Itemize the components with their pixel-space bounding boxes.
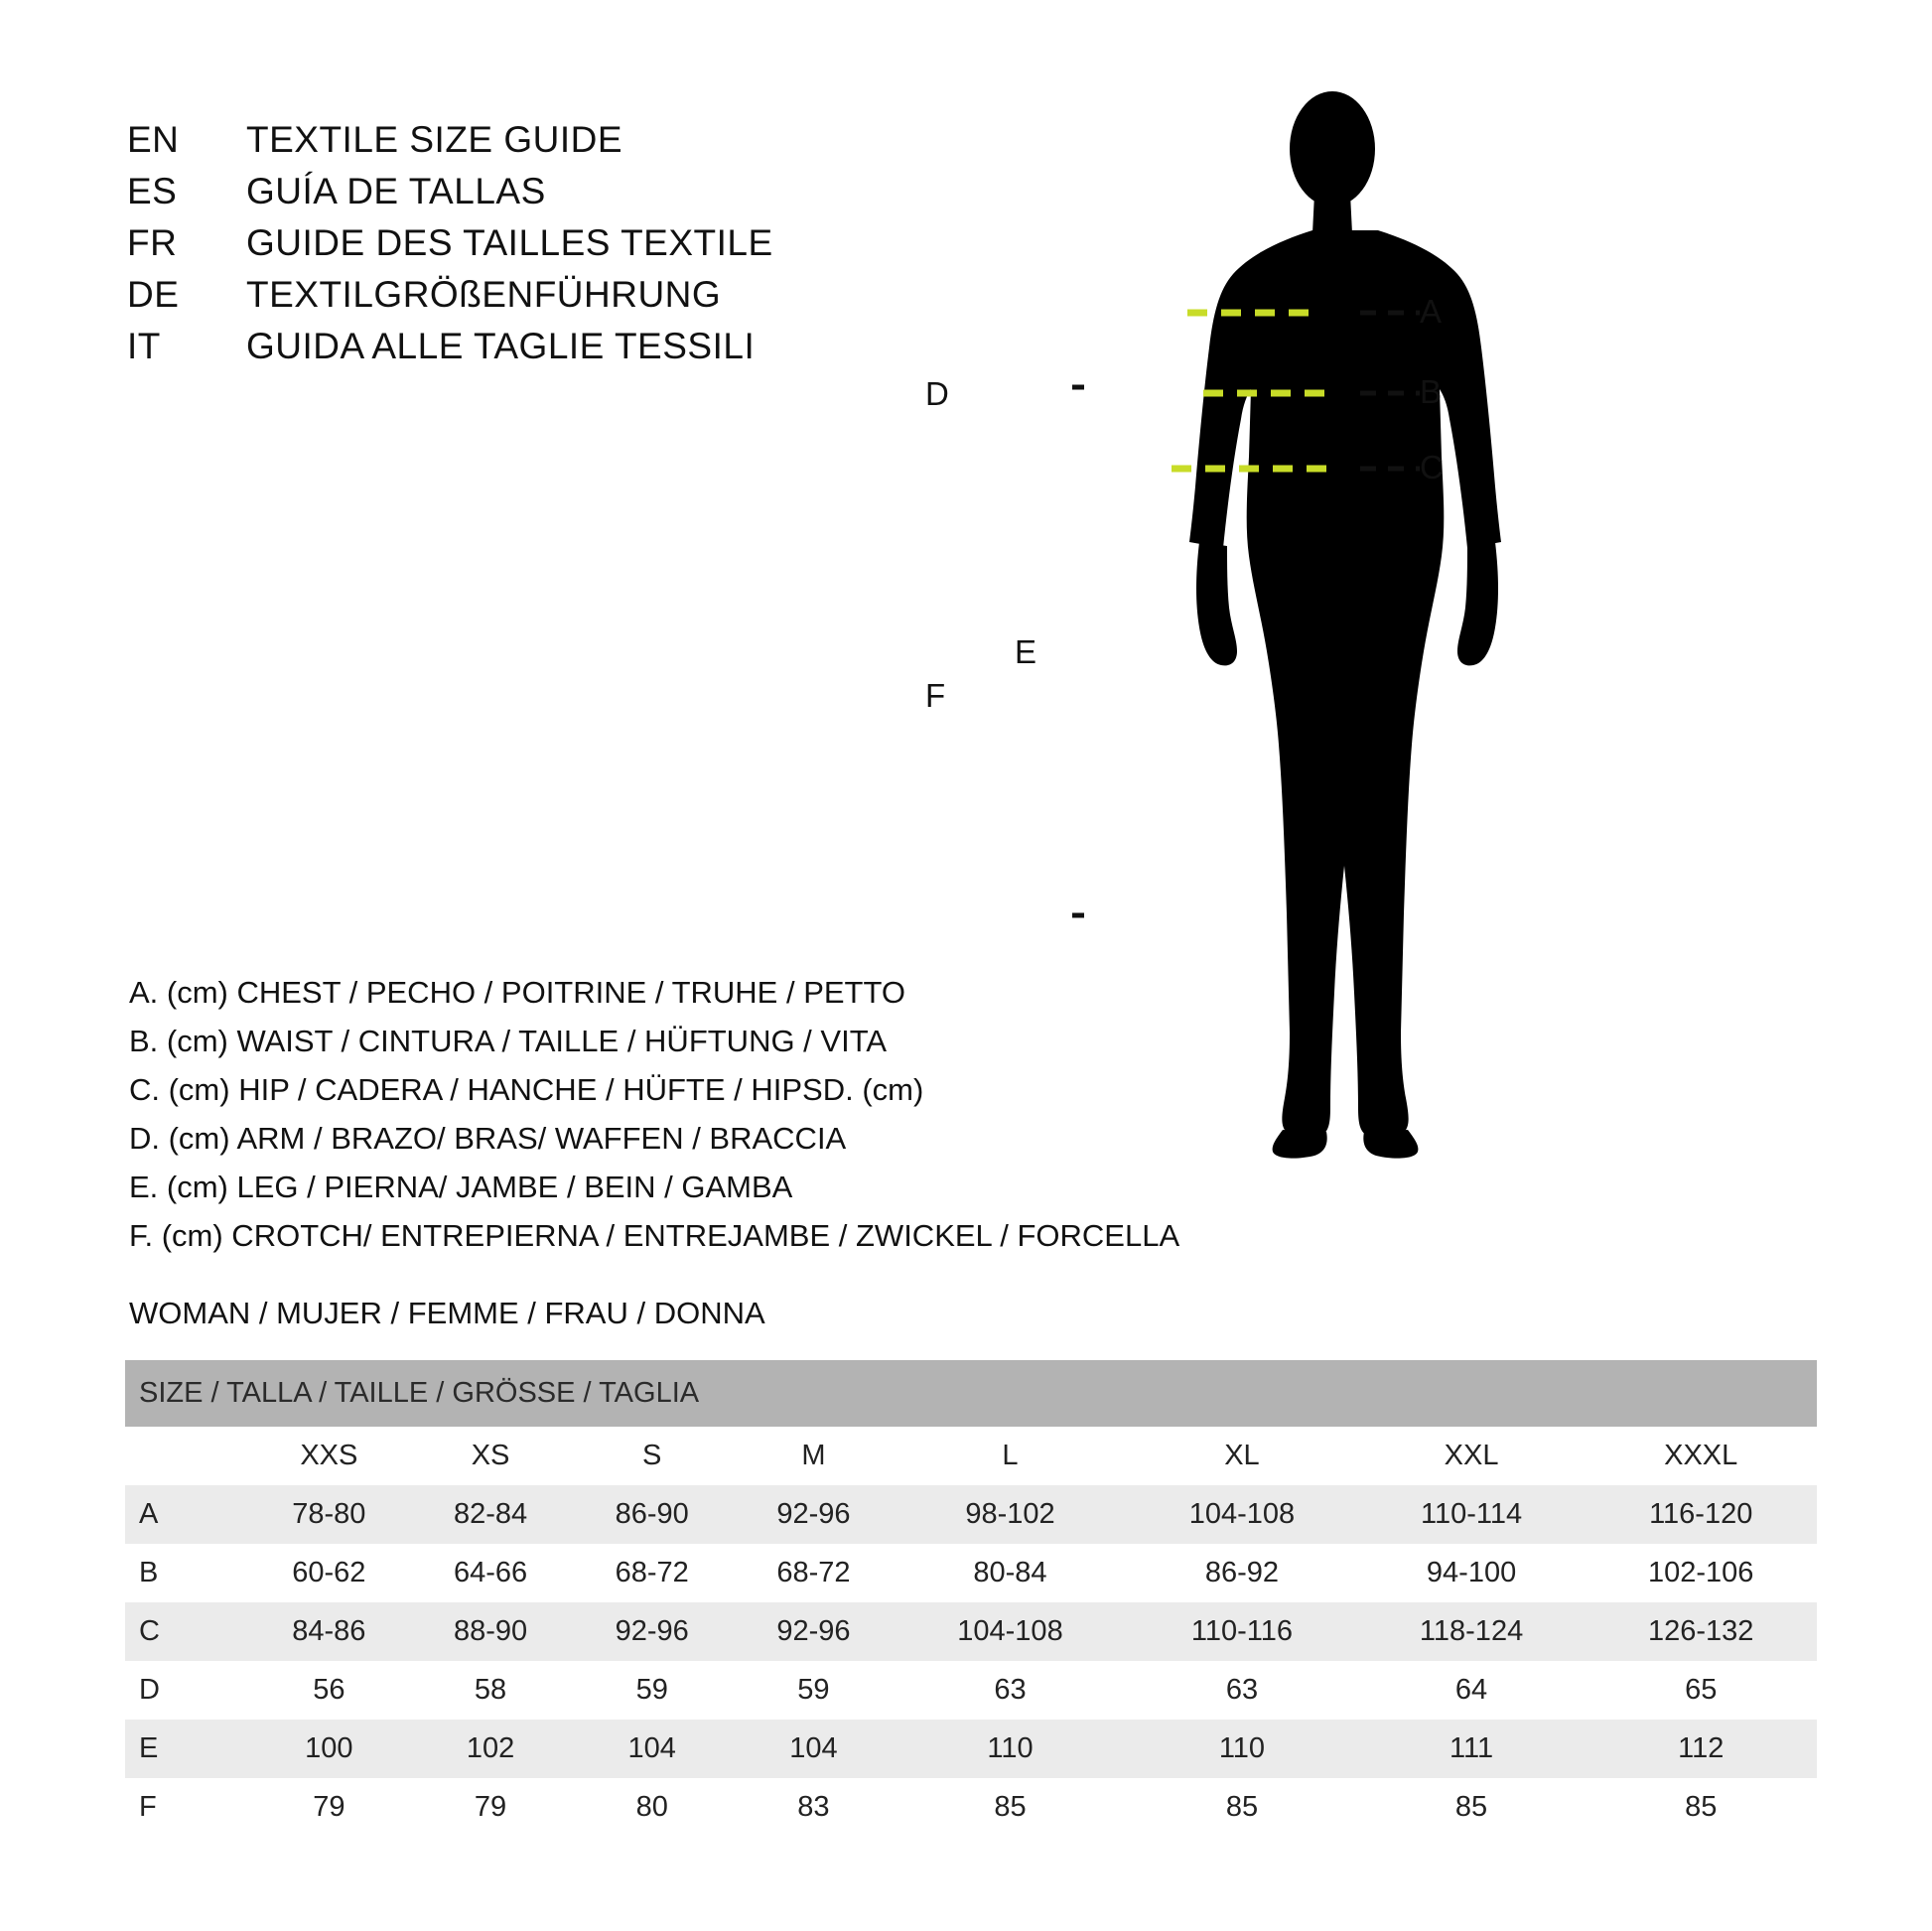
- cell-d-xs: 58: [410, 1661, 572, 1720]
- cell-b-l: 80-84: [895, 1544, 1126, 1602]
- table-header-row: [125, 1360, 1817, 1427]
- legend-block: [129, 968, 1179, 1260]
- dimension-label-e: E: [1015, 633, 1037, 670]
- title-lang-es: ES: [127, 171, 178, 211]
- title-text-fr: GUIDE DES TAILLES TEXTILE: [246, 222, 773, 263]
- title-text-de: TEXTILGRÖßENFÜHRUNG: [246, 274, 722, 315]
- title-block: [127, 119, 773, 377]
- cell-e-xxxl: 112: [1585, 1720, 1817, 1778]
- title-text-it: GUIDA ALLE TAGLIE TESSILI: [246, 326, 756, 366]
- legend-line-f: F. (cm) CROTCH/ ENTREPIERNA / ENTREJAMBE / ZWICKEL / FORCELLA: [129, 1218, 1180, 1253]
- table-row: [125, 1544, 1817, 1602]
- legend-line-e: E. (cm) LEG / PIERNA/ JAMBE / BEIN / GAMBA: [129, 1170, 793, 1204]
- dimension-label-a: A: [1420, 293, 1443, 330]
- table-row: [125, 1602, 1817, 1661]
- measurement-diagram: [925, 60, 1896, 1211]
- cell-d-xxl: 64: [1358, 1661, 1586, 1720]
- cell-e-xl: 110: [1126, 1720, 1357, 1778]
- cell-a-m: 92-96: [733, 1485, 895, 1544]
- size-table: [125, 1360, 1817, 1837]
- size-header-xxl: XXL: [1358, 1427, 1586, 1485]
- size-header-xxs: XXS: [248, 1427, 410, 1485]
- row-label-e: E: [125, 1720, 248, 1778]
- cell-a-xxl: 110-114: [1358, 1485, 1586, 1544]
- cell-e-l: 110: [895, 1720, 1126, 1778]
- cell-e-xxl: 111: [1358, 1720, 1586, 1778]
- cell-c-xs: 88-90: [410, 1602, 572, 1661]
- size-header-m: M: [733, 1427, 895, 1485]
- cell-b-xs: 64-66: [410, 1544, 572, 1602]
- title-row: [127, 326, 773, 377]
- dimension-label-b: B: [1420, 373, 1443, 410]
- cell-c-xxl: 118-124: [1358, 1602, 1586, 1661]
- cell-f-xxs: 79: [248, 1778, 410, 1837]
- group-heading: WOMAN / MUJER / FEMME / FRAU / DONNA: [129, 1296, 765, 1330]
- cell-e-xxs: 100: [248, 1720, 410, 1778]
- legend-line-d: D. (cm) ARM / BRAZO/ BRAS/ WAFFEN / BRACCIA: [129, 1121, 847, 1156]
- size-header-xs: XS: [410, 1427, 572, 1485]
- cell-e-m: 104: [733, 1720, 895, 1778]
- cell-a-s: 86-90: [571, 1485, 733, 1544]
- cell-f-s: 80: [571, 1778, 733, 1837]
- cell-d-m: 59: [733, 1661, 895, 1720]
- cell-a-xl: 104-108: [1126, 1485, 1357, 1544]
- title-lang-fr: FR: [127, 222, 178, 263]
- row-label-f: F: [125, 1778, 248, 1837]
- cell-d-xxs: 56: [248, 1661, 410, 1720]
- cell-e-s: 104: [571, 1720, 733, 1778]
- cell-d-l: 63: [895, 1661, 1126, 1720]
- row-label-b: B: [125, 1544, 248, 1602]
- size-header-xxxl: XXXL: [1585, 1427, 1817, 1485]
- row-label-d: D: [125, 1661, 248, 1720]
- cell-f-xs: 79: [410, 1778, 572, 1837]
- cell-b-xxs: 60-62: [248, 1544, 410, 1602]
- female-silhouette-icon: [1189, 91, 1501, 1159]
- size-header-xl: XL: [1126, 1427, 1357, 1485]
- title-text-es: GUÍA DE TALLAS: [246, 171, 546, 211]
- cell-c-xxs: 84-86: [248, 1602, 410, 1661]
- cell-c-m: 92-96: [733, 1602, 895, 1661]
- legend-line-b: B. (cm) WAIST / CINTURA / TAILLE / HÜFTUNG / VITA: [129, 1024, 888, 1058]
- cell-b-m: 68-72: [733, 1544, 895, 1602]
- table-row: [125, 1778, 1817, 1837]
- cell-d-xxxl: 65: [1585, 1661, 1817, 1720]
- title-lang-it: IT: [127, 326, 161, 366]
- table-row: [125, 1485, 1817, 1544]
- table-header-label: SIZE / TALLA / TAILLE / GRÖSSE / TAGLIA: [125, 1360, 1817, 1427]
- title-lang-de: DE: [127, 274, 180, 315]
- cell-b-xxl: 94-100: [1358, 1544, 1586, 1602]
- title-row: [127, 222, 773, 274]
- cell-c-l: 104-108: [895, 1602, 1126, 1661]
- cell-b-s: 68-72: [571, 1544, 733, 1602]
- cell-c-xl: 110-116: [1126, 1602, 1357, 1661]
- dimension-label-d: D: [925, 375, 949, 412]
- cell-c-s: 92-96: [571, 1602, 733, 1661]
- cell-a-xxxl: 116-120: [1585, 1485, 1817, 1544]
- title-lang-en: EN: [127, 119, 180, 160]
- cell-d-xl: 63: [1126, 1661, 1357, 1720]
- cell-f-l: 85: [895, 1778, 1126, 1837]
- legend-line-a: A. (cm) CHEST / PECHO / POITRINE / TRUHE / PETTO: [129, 975, 905, 1010]
- cell-f-xxl: 85: [1358, 1778, 1586, 1837]
- title-row: [127, 274, 773, 326]
- dimension-label-c: C: [1420, 449, 1444, 485]
- dimension-label-f: F: [925, 677, 946, 714]
- table-row: [125, 1720, 1817, 1778]
- cell-a-l: 98-102: [895, 1485, 1126, 1544]
- table-sizes-row: [125, 1427, 1817, 1485]
- cell-a-xxs: 78-80: [248, 1485, 410, 1544]
- size-header-l: L: [895, 1427, 1126, 1485]
- cell-e-xs: 102: [410, 1720, 572, 1778]
- cell-b-xl: 86-92: [1126, 1544, 1357, 1602]
- leg-dimension-bracket: [1072, 387, 1084, 915]
- title-row: [127, 119, 773, 171]
- legend-line-c: C. (cm) HIP / CADERA / HANCHE / HÜFTE / HIPSD. (cm): [129, 1072, 924, 1107]
- row-label-c: C: [125, 1602, 248, 1661]
- cell-d-s: 59: [571, 1661, 733, 1720]
- sizes-row-corner: [125, 1427, 248, 1485]
- cell-f-m: 83: [733, 1778, 895, 1837]
- size-header-s: S: [571, 1427, 733, 1485]
- cell-f-xl: 85: [1126, 1778, 1357, 1837]
- cell-c-xxxl: 126-132: [1585, 1602, 1817, 1661]
- cell-a-xs: 82-84: [410, 1485, 572, 1544]
- cell-f-xxxl: 85: [1585, 1778, 1817, 1837]
- title-text-en: TEXTILE SIZE GUIDE: [246, 119, 623, 160]
- title-row: [127, 171, 773, 222]
- row-label-a: A: [125, 1485, 248, 1544]
- table-row: [125, 1661, 1817, 1720]
- cell-b-xxxl: 102-106: [1585, 1544, 1817, 1602]
